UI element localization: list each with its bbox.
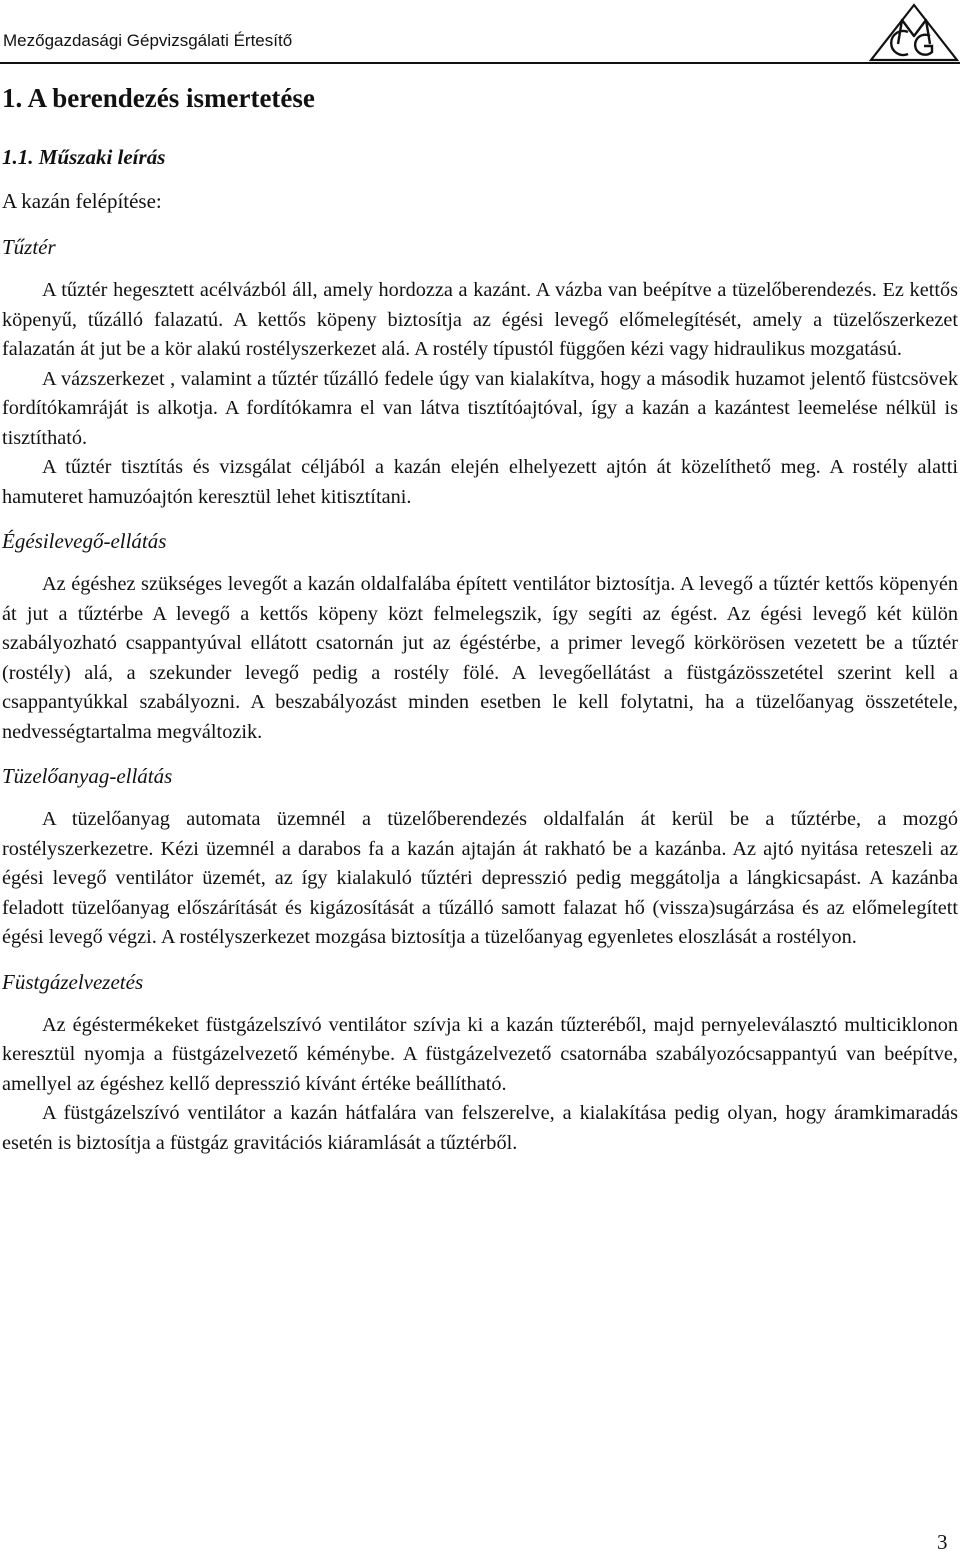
paragraph: A füstgázelszívó ventilátor a kazán hátfalára van felszerelve, a kialakítása pedig olyan, hogy áramkimaradás esetén is biztosítja a füstgáz gravitációs kiáramlását a tűztérből.: [2, 1102, 958, 1154]
section-title: Füstgázelvezetés: [2, 969, 144, 994]
journal-title: Mezőgazdasági Gépvizsgálati Értesítő: [3, 31, 293, 50]
section-tuzeloanyag: [2, 759, 958, 953]
section-egesilevego: [2, 524, 958, 747]
paragraph: Az égéstermékeket füstgázelszívó ventilátor szívja ki a kazán tűzteréből, majd pernyeleválasztó multiciklonon keresztül nyomja a füstgázelvezető kéménybe. A füstgázelvezető csatornába szabályozócsappantyú van beépítve, amellyel az égéshez kellő depresszió kívánt értéke beállítható.: [2, 1013, 958, 1095]
page-number: 3: [937, 1530, 948, 1554]
header-rule: [0, 62, 960, 64]
page-header: [0, 0, 960, 64]
section-title: Égésilevegő-ellátás: [2, 529, 167, 553]
intro-line: A kazán felépítése:: [2, 189, 162, 213]
section-title: Tűztér: [2, 235, 56, 259]
main-heading: 1. A berendezés ismertetése: [2, 83, 315, 113]
section-fustgaz: [2, 965, 958, 1159]
document-body: [2, 80, 958, 1158]
paragraph: A vázszerkezet , valamint a tűztér tűzálló fedele úgy van kialakítva, hogy a második huzamot jelentő füstcsövek fordítókamráját is alkotja. A fordítókamra el van látva tisztítóajtóval, így a kazán a kazántest leemelése nélkül is tisztítható.: [2, 367, 958, 449]
paragraph: A tűztér hegesztett acélvázból áll, amely hordozza a kazánt. A vázba van beépítve a tüzelőberendezés. Ez kettős köpenyű, tűzálló falazatú. A kettős köpeny biztosítja az égési levegő előmelegítését, amely a tüzelőszerkezet falazatán át jut be a kör alakú rostélyszerkezet alá. A rostély típustól függően kézi vagy hidraulikus mozgatású.: [2, 279, 958, 360]
paragraph: A tűztér tisztítás és vizsgálat céljából a kazán elején elhelyezett ajtón át közelíthető meg. A rostély alatti hamuteret hamuzóajtón keresztül lehet kitisztítani.: [2, 456, 958, 508]
paragraph: Az égéshez szükséges levegőt a kazán oldalfalába épített ventilátor biztosítja. A levegő a tűztér kettős köpenyén át jut a tűztérbe A levegő a kettős köpeny közt felmelegszik, így segíti az égést. Az égési levegő két külön szabályozható csappantyúval ellátott csatornán jut az égéstérbe, a primer levegő körkörösen vezetett be a tűztér (rostély) alá, a szekunder levegő pedig a rostély fölé. A levegőellátást a füstgázösszetétel szerint kell a csappantyúkkal szabályozni. A beszabályozást minden esetben le kell folytatni, ha a tüzelőanyag összetétele, nedvességtartalma megváltozik.: [2, 573, 958, 743]
section-tuzter: [2, 230, 958, 512]
sub-heading: 1.1. Műszaki leírás: [2, 145, 166, 169]
section-title: Tüzelőanyag-ellátás: [2, 764, 173, 788]
paragraph: A tüzelőanyag automata üzemnél a tüzelőberendezés oldalfalán át kerül be a tűztérbe, a mozgó rostélyszerkezetre. Kézi üzemnél a darabos fa a kazán ajtaján át rakható be a kazánba. Az ajtó nyitása reteszeli az égési levegő ventilátor üzemét, az így kialakuló tűztéri depresszió pedig meggátolja a lángkicsapást. A kazánba feladott tüzelőanyag előszárítását és kigázosítását a tűzálló samott falazat hő (vissza)sugárzása és az előmelegített égési levegő végzi. A rostélyszerkezet mozgása biztosítja a tüzelőanyag egyenletes eloszlását a rostélyon.: [2, 808, 958, 948]
mgi-triangle-logo-icon: [868, 2, 960, 62]
